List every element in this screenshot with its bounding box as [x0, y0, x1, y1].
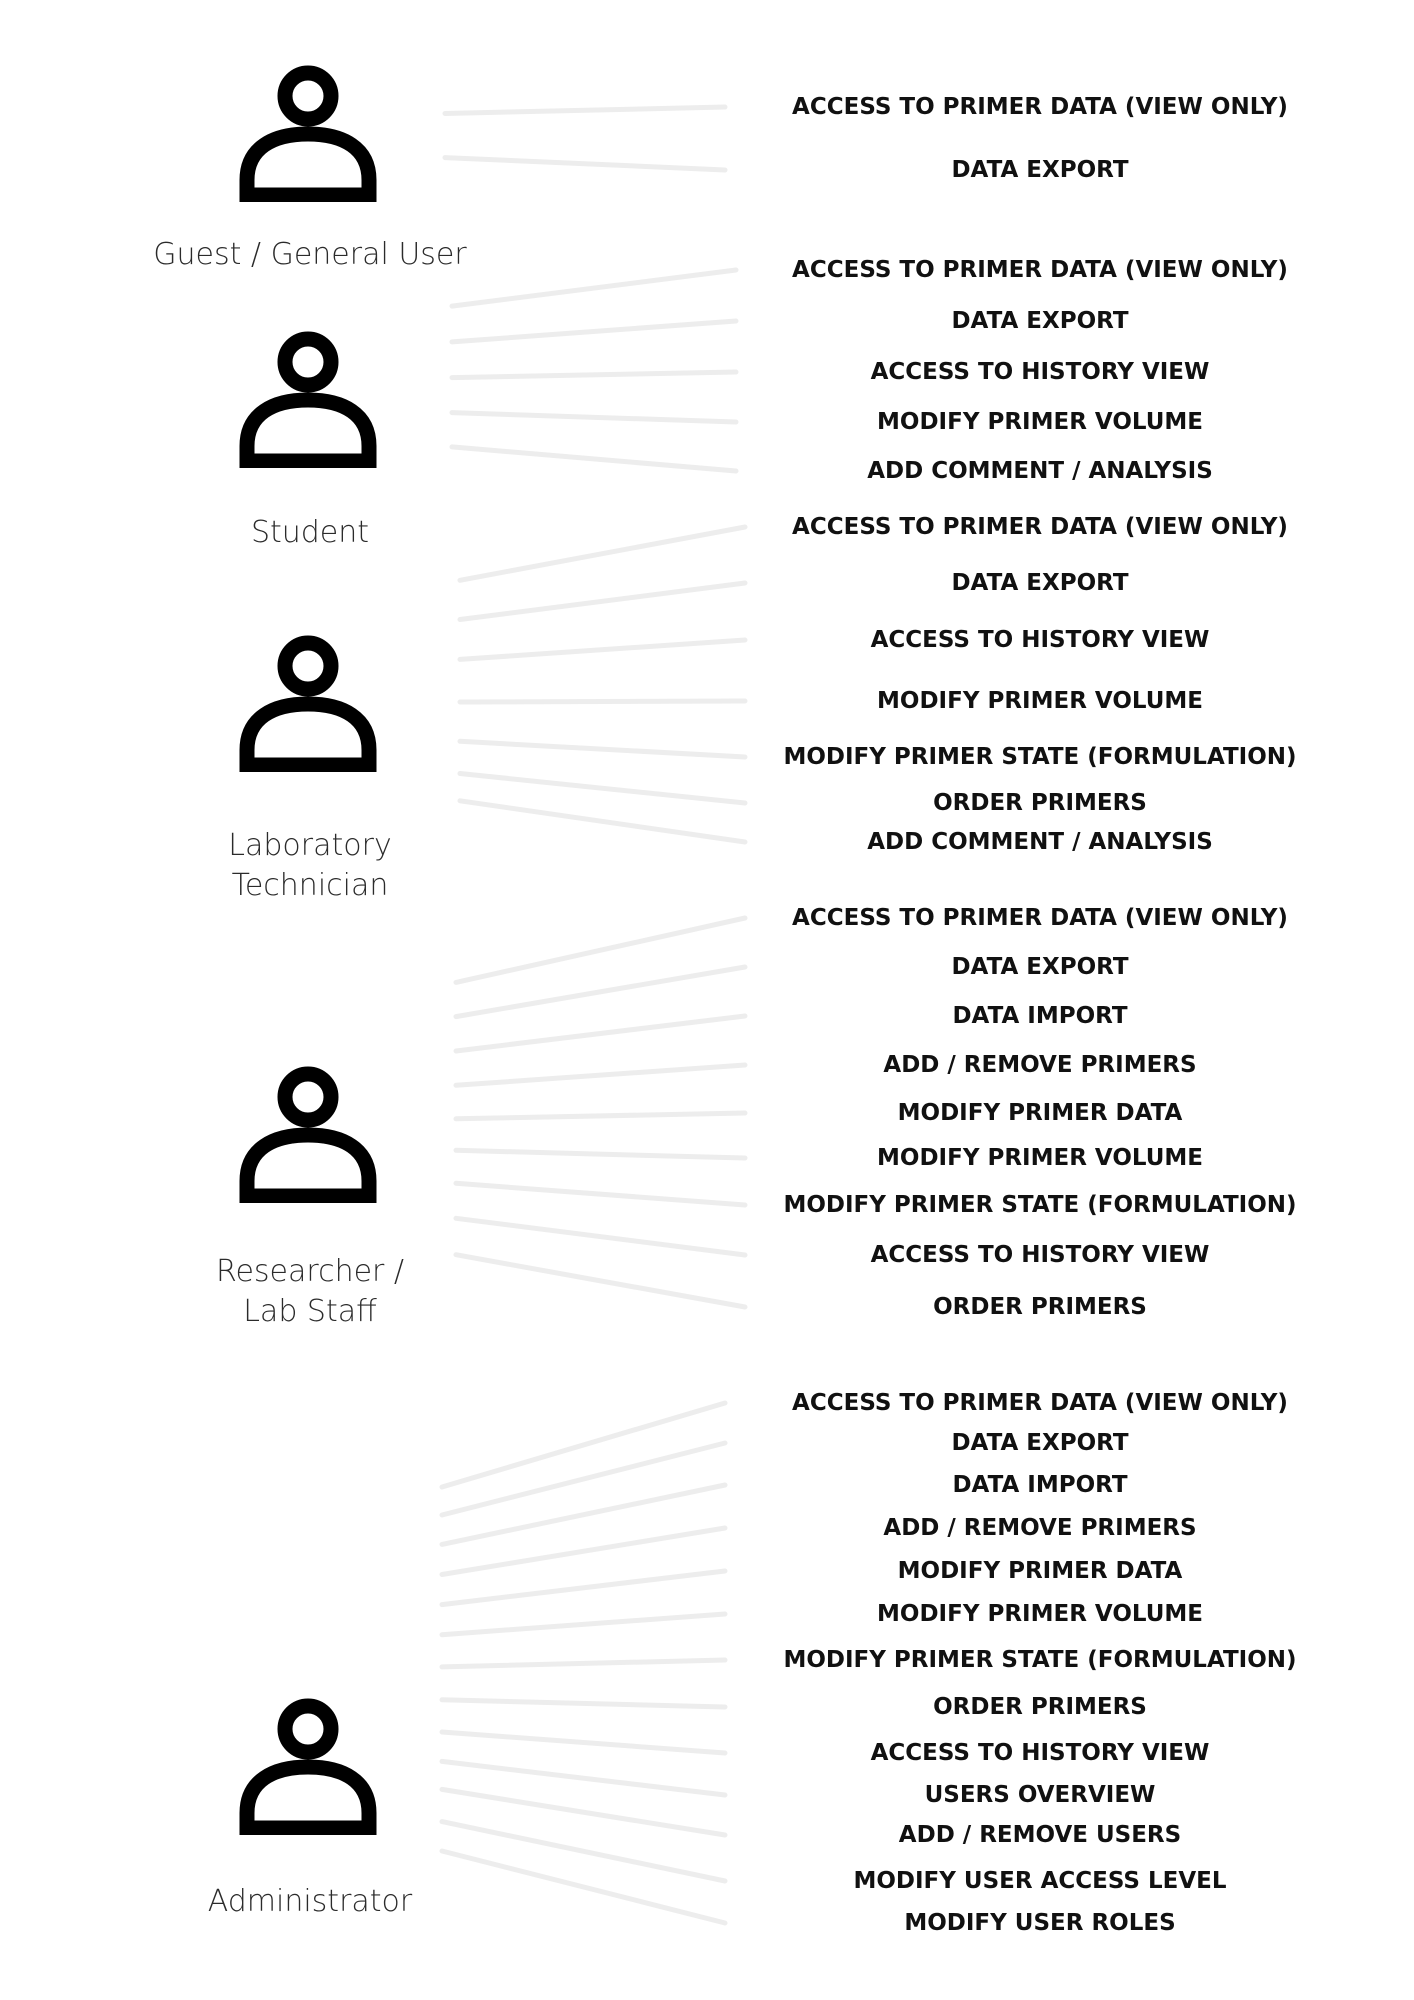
permission-item: ACCESS TO HISTORY VIEW [870, 627, 1210, 653]
permission-item: MODIFY PRIMER STATE (FORMULATION) [783, 1647, 1297, 1673]
permission-item: ADD / REMOVE PRIMERS [883, 1052, 1197, 1078]
permission-item: MODIFY PRIMER STATE (FORMULATION) [783, 1192, 1297, 1218]
permission-item: DATA EXPORT [951, 308, 1129, 334]
connector-line [460, 583, 745, 620]
connector-line [452, 447, 736, 471]
connector-line [460, 741, 745, 757]
connector-line [442, 1660, 725, 1667]
permission-item: DATA IMPORT [952, 1003, 1128, 1029]
permission-item: MODIFY PRIMER VOLUME [877, 688, 1203, 714]
permission-item: ADD COMMENT / ANALYSIS [867, 458, 1213, 484]
connector-line [442, 1614, 725, 1635]
person-icon [238, 62, 378, 202]
person-icon [238, 1695, 378, 1835]
connector-line [442, 1761, 725, 1795]
person-icon [238, 632, 378, 772]
connector-line [442, 1732, 725, 1753]
connector-line [456, 1113, 745, 1119]
role-label-guest [130, 235, 490, 275]
permission-item: MODIFY PRIMER DATA [897, 1558, 1183, 1584]
permission-item: ADD COMMENT / ANALYSIS [867, 829, 1213, 855]
role-label-student [130, 513, 490, 553]
permission-item: MODIFY PRIMER DATA [897, 1100, 1183, 1126]
role-label-line: Technician [231, 868, 389, 903]
person-icon [238, 328, 378, 468]
role-label-line: Student [250, 515, 370, 550]
permission-item: ACCESS TO PRIMER DATA (VIEW ONLY) [792, 905, 1288, 931]
permission-item: ADD / REMOVE USERS [898, 1822, 1182, 1848]
permission-item: ACCESS TO HISTORY VIEW [870, 1242, 1210, 1268]
role-label-line: Guest / General User [153, 237, 467, 272]
connector-line [456, 1016, 745, 1051]
connector-line [456, 1218, 745, 1255]
connector-line [445, 107, 725, 114]
permission-item: MODIFY PRIMER VOLUME [877, 1145, 1203, 1171]
connector-line [442, 1700, 725, 1707]
role-label-lab-technician [130, 826, 490, 906]
connector-line [452, 413, 736, 422]
connector-line [442, 1443, 725, 1515]
role-label-line: Researcher / [215, 1254, 405, 1289]
role-label-line: Administrator [207, 1884, 413, 1919]
connector-line [452, 321, 736, 342]
connector-line [456, 1065, 745, 1085]
role-label-line: Laboratory [228, 828, 392, 863]
permission-item: ACCESS TO HISTORY VIEW [870, 1740, 1210, 1766]
permission-item: ORDER PRIMERS [933, 790, 1147, 816]
permission-item: MODIFY PRIMER VOLUME [877, 1601, 1203, 1627]
permission-item: MODIFY USER ROLES [904, 1910, 1176, 1936]
role-label-line: Lab Staff [243, 1294, 377, 1329]
permission-item: ACCESS TO HISTORY VIEW [870, 359, 1210, 385]
connector-line [460, 774, 745, 804]
permission-item: DATA IMPORT [952, 1472, 1128, 1498]
connector-line [452, 270, 736, 306]
connector-line [456, 1150, 745, 1158]
connector-line [456, 1183, 745, 1205]
person-icon [238, 1063, 378, 1203]
permission-item: ORDER PRIMERS [933, 1294, 1147, 1320]
permission-item: ACCESS TO PRIMER DATA (VIEW ONLY) [792, 514, 1288, 540]
permission-item: ADD / REMOVE PRIMERS [883, 1515, 1197, 1541]
connector-line [456, 1255, 745, 1307]
connector-line [460, 801, 745, 842]
role-label-researcher [130, 1252, 490, 1332]
connector-line [460, 701, 745, 702]
permission-item: DATA EXPORT [951, 954, 1129, 980]
connector-line [460, 527, 745, 580]
permission-item: DATA EXPORT [951, 570, 1129, 596]
permission-item: USERS OVERVIEW [924, 1782, 1156, 1808]
permission-item: MODIFY PRIMER STATE (FORMULATION) [783, 744, 1297, 770]
connector-line [442, 1403, 725, 1487]
permission-item: ACCESS TO PRIMER DATA (VIEW ONLY) [792, 257, 1288, 283]
permission-item: DATA EXPORT [951, 1430, 1129, 1456]
permission-item: DATA EXPORT [951, 157, 1129, 183]
role-label-administrator [130, 1882, 490, 1922]
permission-item: MODIFY PRIMER VOLUME [877, 409, 1203, 435]
permission-item: MODIFY USER ACCESS LEVEL [853, 1868, 1227, 1894]
permission-item: ORDER PRIMERS [933, 1694, 1147, 1720]
connector-line [452, 372, 736, 378]
connector-line [460, 640, 745, 659]
permission-item: ACCESS TO PRIMER DATA (VIEW ONLY) [792, 94, 1288, 120]
connector-line [445, 158, 725, 170]
connector-line [442, 1571, 725, 1605]
permission-item: ACCESS TO PRIMER DATA (VIEW ONLY) [792, 1390, 1288, 1416]
